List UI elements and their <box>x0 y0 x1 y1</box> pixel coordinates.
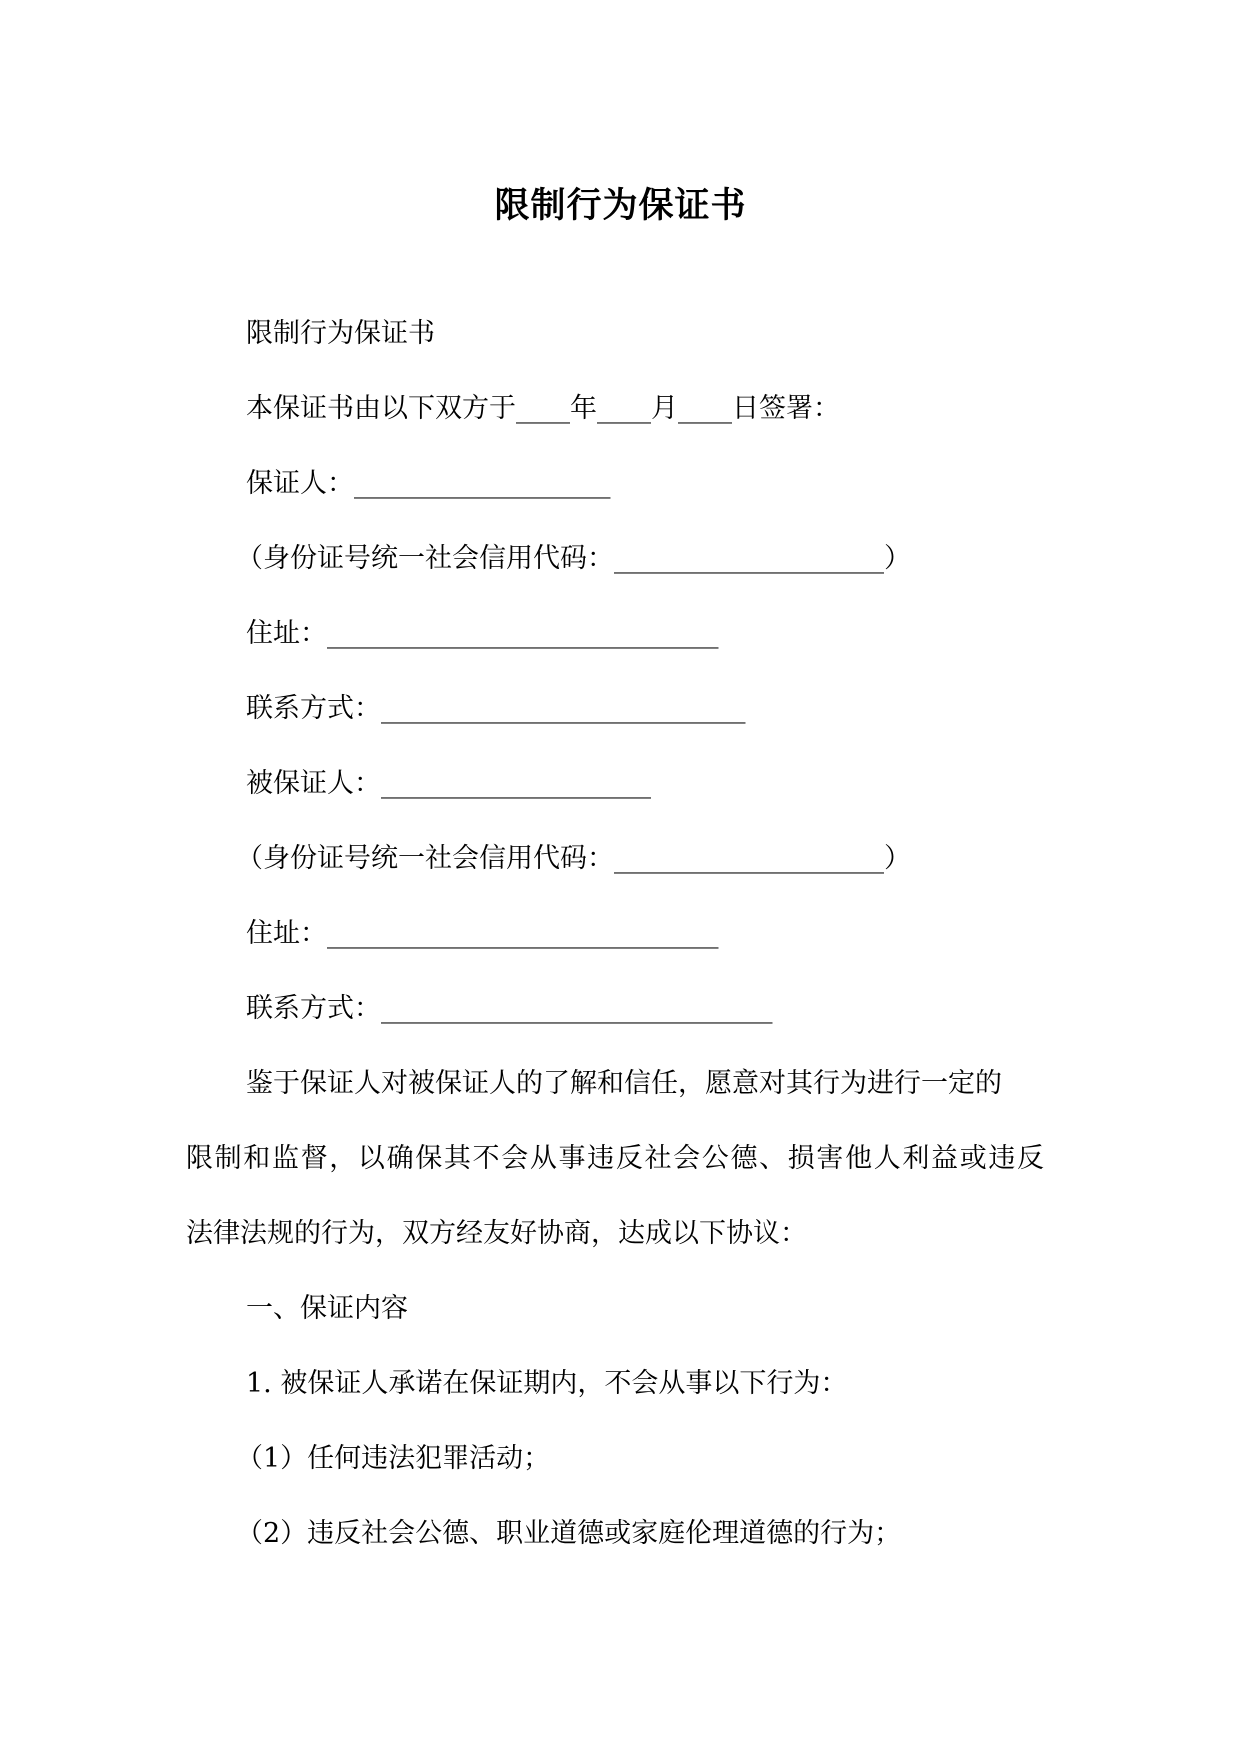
guaranteed-party-contact-field: 联系方式：_____________________________ <box>246 993 773 1024</box>
preamble-paragraph-line: 法律法规的行为，双方经友好协商，达成以下协议： <box>186 1218 807 1249</box>
guarantor-address-field: 住址：_____________________________ <box>246 618 719 649</box>
guaranteed-party-id-field: （身份证号统一社会信用代码：____________________） <box>236 843 911 874</box>
clause-item: 1. 被保证人承诺在保证期内，不会从事以下行为： <box>246 1368 848 1399</box>
section-heading: 一、保证内容 <box>246 1293 408 1324</box>
guarantor-contact-field: 联系方式：___________________________ <box>246 693 746 724</box>
document-title: 限制行为保证书 <box>494 185 747 226</box>
guaranteed-party-name-field: 被保证人：____________________ <box>246 768 651 799</box>
guarantor-id-field: （身份证号统一社会信用代码：____________________） <box>236 543 911 574</box>
sub-clause-item: （1）任何违法犯罪活动； <box>236 1443 551 1474</box>
signing-date-line: 本保证书由以下双方于____年____月____日签署： <box>246 393 840 424</box>
preamble-paragraph-line: 鉴于保证人对被保证人的了解和信任，愿意对其行为进行一定的 <box>246 1068 1002 1099</box>
subtitle-line: 限制行为保证书 <box>246 318 435 349</box>
guarantor-name-field: 保证人：___________________ <box>246 468 611 499</box>
sub-clause-item: （2）违反社会公德、职业道德或家庭伦理道德的行为； <box>236 1518 902 1549</box>
guaranteed-party-address-field: 住址：_____________________________ <box>246 918 719 949</box>
preamble-paragraph-line: 限制和监督，以确保其不会从事违反社会公德、损害他人利益或违反 <box>186 1143 1044 1174</box>
